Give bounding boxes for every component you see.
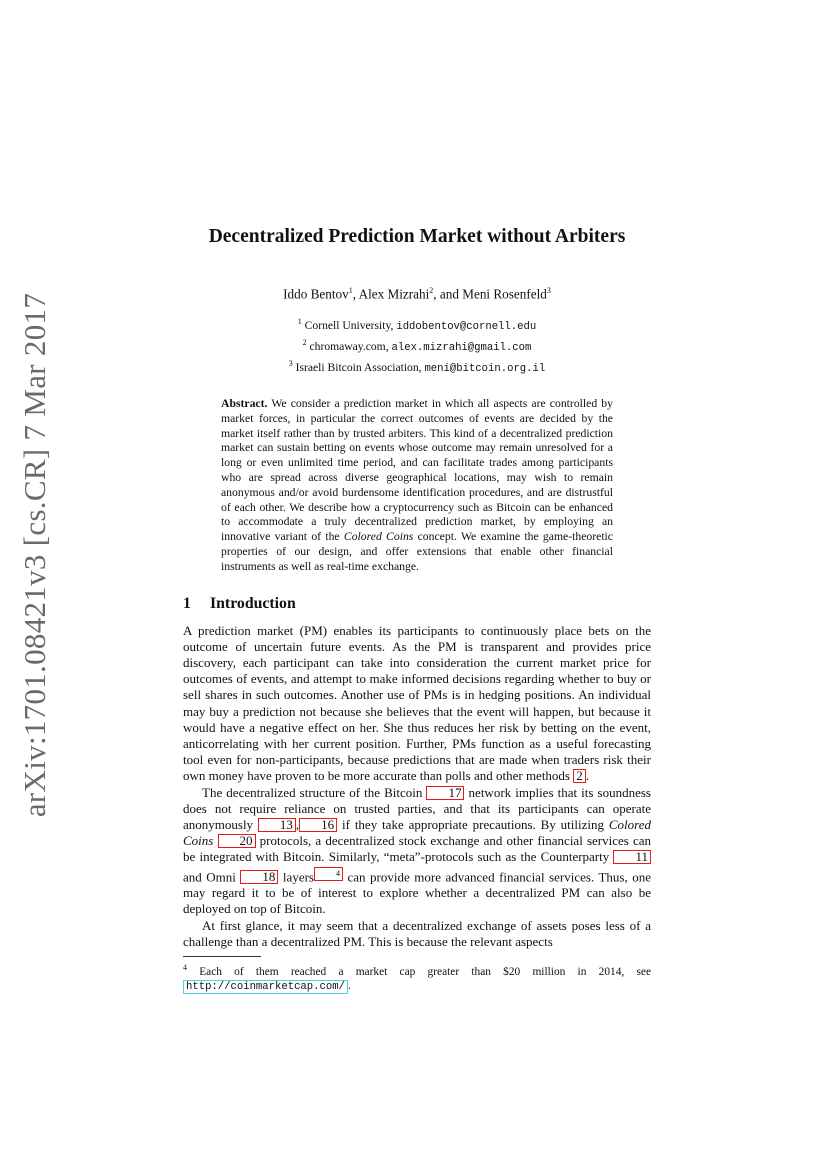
paragraph-text: protocols, a decentralized stock exchange and other financial services can be integrated with Bitcoin. Similarly, “meta”-protocols such as the Counterparty	[183, 833, 652, 865]
author-mark: 1	[348, 286, 353, 295]
section-title: Introduction	[210, 594, 296, 612]
body-text	[183, 623, 651, 994]
affiliation-line	[183, 356, 651, 377]
footnote-text: Each of them reached a market cap greater than $20 million in 2014, see	[187, 965, 651, 978]
arxiv-identifier-text: arXiv:1701.08421v3 [cs.CR] 7 Mar 2017	[17, 292, 53, 818]
citation-link[interactable]: 18	[240, 870, 278, 884]
affiliation-list	[183, 314, 651, 377]
paragraph-text: layers	[278, 868, 314, 884]
citation-link[interactable]: 11	[613, 850, 651, 864]
abstract	[221, 397, 613, 575]
section-number: 1	[183, 594, 191, 612]
footnote	[183, 961, 651, 994]
section-heading	[183, 595, 651, 613]
abstract-italic-term: Colored Coins	[343, 530, 414, 544]
affiliation-org: Israeli Bitcoin Association,	[295, 360, 425, 374]
paragraph-text: can provide more advanced financial services. Thus, one may regard it to be of interest to explore whether a decentralized PM can also be deployed on top of Bitcoin.	[183, 868, 652, 917]
citation-link[interactable]: 13	[258, 818, 296, 832]
affiliation-email: iddobentov@cornell.edu	[396, 321, 537, 334]
affiliation-mark: 2	[302, 338, 307, 348]
author-mark: 2	[429, 286, 434, 295]
author-name: Iddo Bentov	[283, 286, 349, 302]
abstract-text: concept. We examine the game-theoretic properties of our design, and offer extensions that enable other financial instruments as well as real-time exchange.	[221, 530, 613, 573]
author-separator: ,	[352, 286, 359, 302]
citation-link[interactable]: 16	[299, 818, 337, 832]
paragraph-text: and Omni	[183, 868, 241, 884]
affiliation-mark: 3	[288, 359, 293, 369]
paragraph-text: ,	[295, 816, 300, 832]
arxiv-identifier	[17, 292, 53, 818]
paragraph	[183, 785, 651, 918]
citation-link[interactable]: 17	[426, 786, 464, 800]
affiliation-email: meni@bitcoin.org.il	[424, 362, 546, 375]
author-mark: 3	[546, 286, 551, 295]
affiliation-email: alex.mizrahi@gmail.com	[391, 342, 532, 355]
author-list	[183, 286, 651, 302]
paragraph-text: if they take appropriate precautions. By utilizing	[337, 816, 609, 832]
affiliation-org: Cornell University,	[304, 319, 397, 333]
paragraph-text: .	[585, 768, 589, 784]
paragraph-text: A prediction market (PM) enables its participants to continuously place bets on the outcome of uncertain future events. As the PM is transparent and provides price discovery, each participant can take into consideration the current market price for outcomes of events, and attempt to make informed decisions regarding whether to buy or sell shares in such outcomes. Another use of PMs is in hedging positions. An individual may buy a prediction not because she believes that the event will happen, but because it would have a negative effect on her. She thus reduces her risk by betting on the event, anticorrelating with her current position. Further, PMs function as a useful forecasting tool even for non-participants, because predictions that are made when traders risk their own money have proven to be more accurate than polls and other methods	[183, 622, 651, 784]
affiliation-line	[183, 314, 651, 335]
citation-link[interactable]: 2	[573, 769, 586, 783]
author-name: Alex Mizrahi	[358, 286, 430, 302]
paragraph-text: At first glance, it may seem that a decentralized exchange of assets poses less of a challenge than a decentralized PM. This is because the relevant aspects	[183, 917, 651, 949]
author-name: Meni Rosenfeld	[462, 286, 547, 302]
paragraph-text: The decentralized structure of the Bitcoin	[202, 784, 427, 800]
footnote-url-link[interactable]: http://coinmarketcap.com/	[183, 980, 348, 994]
citation-link[interactable]: 20	[218, 834, 256, 848]
affiliation-org: chromaway.com,	[309, 340, 392, 354]
paragraph	[183, 623, 651, 785]
abstract-text: We consider a prediction market in which all aspects are controlled by market forces, in particular the correct outcomes of events are decided by the market itself rather than by trusted arbiters. This kind of a decentralized prediction market can sustain betting on events whose outcome may remain unresolved for a long or even unlimited time period, and can facilitate trades among participants who are spread across diverse geographical locations, may wish to remain anonymous and/or avoid burdensome identification procedures, and are distrustful of each other. We describe how a cryptocurrency such as Bitcoin can be enhanced to accommodate a truly decentralized prediction market, by employing an innovative variant of the	[221, 396, 613, 544]
footnote-link[interactable]: 4	[314, 867, 343, 881]
paper-page	[183, 226, 651, 994]
affiliation-line	[183, 335, 651, 356]
paragraph-text: network implies that its soundness does not require reliance on trusted parties, and that its participants can operate anonymously	[183, 784, 651, 832]
footnote-mark: 4	[183, 962, 187, 972]
affiliation-mark: 1	[297, 317, 302, 327]
italic-term: Colored Coins	[183, 816, 651, 849]
footnote-text: .	[347, 979, 351, 992]
paper-title: Decentralized Prediction Market without Arbiters	[208, 226, 626, 247]
footnote-divider	[183, 956, 261, 957]
paragraph	[183, 918, 651, 950]
author-separator: , and	[433, 286, 463, 302]
abstract-label: Abstract.	[221, 396, 268, 410]
